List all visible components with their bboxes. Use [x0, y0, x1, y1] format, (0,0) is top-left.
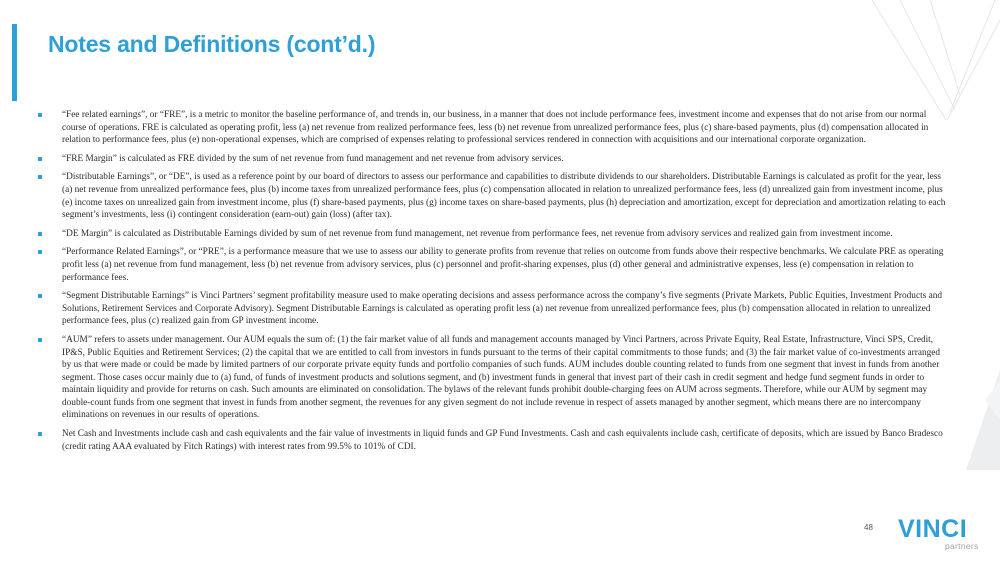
definitions-list — [38, 109, 950, 459]
logo-subtitle: partners — [945, 541, 979, 551]
definition-fre — [38, 109, 950, 147]
definition-text: “Segment Distributable Earnings” is Vinci Partners’ segment profitability measure used to make operating decisions and assess performance across the company’s five segments (Private Markets, Public Equities, Investment Products and Solutions, Retirement Services and Corporate Advisory). Segment Distributable Earnings is calculated as operating profit less (a) net revenue from unrealized performance fees, plus (b) compensation allocated in relation to unrealized performance fees, plus (c) realized gain from GP investment income. — [62, 291, 943, 327]
bullet-marker — [38, 157, 42, 161]
definition-text: “Fee related earnings”, or “FRE”, is a metric to monitor the baseline performance of, and trends in, our business, in a manner that does not include performance fees, investment income and expenses that do not arise from our normal course of operations. FRE is calculated as operating profit, less (a) net revenue from realized performance fees, less (b) net revenue from unrealized performance fees, plus (c) share-based payments, plus (d) compensation allocated in relation to performance fees, plus (e) non-operational expenses, which are comprised of expenses relating to professional services rendered in connection with acquisitions and our international corporate organization. — [62, 110, 929, 146]
definition-pre — [38, 246, 950, 284]
definition-text: Net Cash and Investments include cash and cash equivalents and the fair value of investments in liquid funds and GP Fund Investments. Cash and cash equivalents include cash, certificate of deposits, which are issued by Banco Bradesco (credit rating AAA evaluated by Fitch Ratings) with interest rates from 99.5% to 101% of CDI. — [62, 429, 943, 452]
vinci-partners-logo — [898, 516, 986, 554]
bullet-marker — [38, 432, 42, 436]
title-accent-bar — [12, 24, 17, 101]
bullet-marker — [38, 113, 42, 117]
bullet-marker — [38, 294, 42, 298]
definition-text: “Distributable Earnings”, or “DE”, is used as a reference point by our board of directors to assess our performance and capabilities to distribute dividends to our shareholders. Distributable Earnings is calculated as profit for the year, less (a) net revenue from unrealized performance fees, plus (b) income taxes from unrealized performance fees, plus (c) compensation allocated in relation to unrealized performance fees, less (d) unrealized gain from investment income, plus (e) income taxes on unrealized gain from investment income, plus (f) share-based payments, plus (g) income taxes on share-based payments, plus (h) depreciation and amortization, except for depreciation and amortization relating to each segment’s investments, less (i) contingent consideration (earn-out) gain (loss) (after tax). — [62, 172, 946, 221]
page-number: 48 — [864, 523, 873, 532]
definition-net-cash — [38, 428, 950, 453]
definition-fre-margin — [38, 153, 950, 166]
bullet-marker — [38, 250, 42, 254]
definition-text: “DE Margin” is calculated as Distributable Earnings divided by sum of net revenue from fund management, net revenue from performance fees, net revenue from advisory services and realized gain from investment income. — [62, 228, 893, 239]
definition-text: “Performance Related Earnings”, or “PRE”, is a performance measure that we use to assess our ability to generate profits from revenue that relies on outcome from funds above their respective benchmarks. We calculate PRE as operating profit less (a) net revenue from fund management, less (b) net revenue from advisory services, plus (c) personnel and profit-sharing expenses, plus (d) other general and administrative expenses, less (e) compensation in relation to performance fees. — [62, 247, 944, 283]
logo-wordmark: VINCI — [898, 515, 968, 543]
definition-aum — [38, 334, 950, 422]
definition-text: “FRE Margin” is calculated as FRE divided by the sum of net revenue from fund management and net revenue from advisory services. — [62, 153, 564, 164]
page-title: Notes and Definitions (cont’d.) — [48, 31, 376, 57]
definition-segment-de — [38, 290, 950, 328]
bullet-marker — [38, 175, 42, 179]
bullet-marker — [38, 232, 42, 236]
bullet-marker — [38, 338, 42, 342]
definition-text: “AUM” refers to assets under management. Our AUM equals the sum of: (1) the fair market value of all funds and management accounts managed by Vinci Partners, across Private Equity, Real Estate, Infrastructure, Vinci SPS, Credit, IP&S, Public Equities and Retirement Services; (2) the capital that we are entitled to call from investors in funds pursuant to the terms of their capital commitments to those funds; and (3) the fair market value of co-investments arranged by us that were made or could be made by limited partners of our corporate private equity funds and portfolio companies of such funds. AUM includes double counting related to funds from one segment that invest in funds from another segment. Those cases occur mainly due to (a) fund, of funds of investment products and solutions segment, and (b) investment funds in general that invest part of their cash in credit segment and hedge fund segment funds in order to maintain liquidity and provide for returns on cash. Such amounts are eliminated on consolidation. The bylaws of the relevant funds prohibit double-charging fees on AUM across segments. Therefore, while our AUM by segment may double-count funds from one segment that invest in funds from another segment, the revenues for any given segment do not include revenue in respect of assets managed by another segment, which means there are no intercompany eliminations on revenues in our results of operations. — [62, 334, 941, 421]
definition-de — [38, 171, 950, 221]
definition-de-margin — [38, 228, 950, 241]
